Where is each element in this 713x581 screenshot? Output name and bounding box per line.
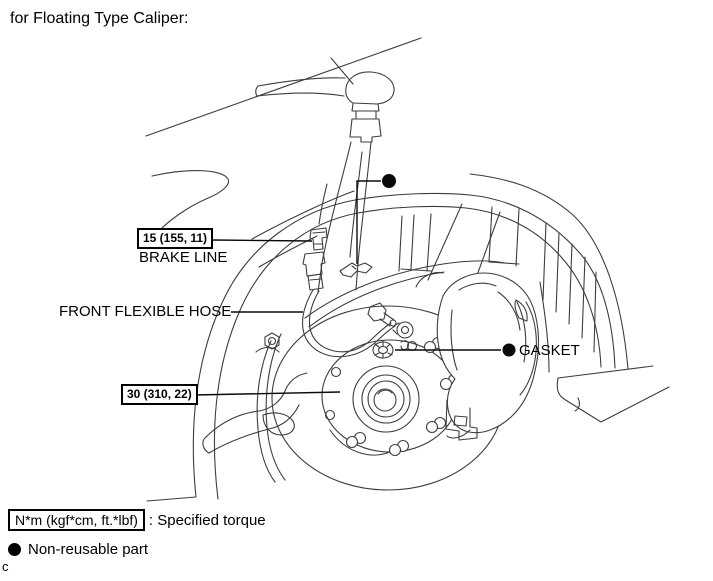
rocker-panel-art <box>557 366 669 422</box>
torque-callout-caliper-bolt: 30 (310, 22) <box>121 384 198 405</box>
figure-note: c <box>2 559 9 574</box>
brake-line-label: BRAKE LINE <box>139 249 228 266</box>
gasket-label: GASKET <box>519 342 580 359</box>
leader-brake-line-torque <box>212 240 312 241</box>
front-flexible-hose-label: FRONT FLEXIBLE HOSE <box>59 303 232 320</box>
line-clip-art <box>340 263 372 277</box>
non-reusable-bullet-icon <box>8 543 21 556</box>
page-title: for Floating Type Caliper: <box>10 10 189 27</box>
legend-torque-description: : Specified torque <box>148 511 266 529</box>
non-reusable-dot-gasket <box>503 344 516 357</box>
legend-non-reusable <box>8 541 148 558</box>
torque-callout-brake-line: 15 (155, 11) <box>137 228 213 249</box>
legend-torque-unit-box: N*m (kgf*cm, ft.*lbf) <box>8 509 145 531</box>
legend-non-reusable-label: Non-reusable part <box>28 541 149 558</box>
strut-art <box>256 72 394 292</box>
legend-specified-torque <box>8 509 266 531</box>
leader-non-reusable-top <box>357 181 381 264</box>
non-reusable-dot-top <box>382 174 396 188</box>
brake-line-art <box>310 184 327 250</box>
